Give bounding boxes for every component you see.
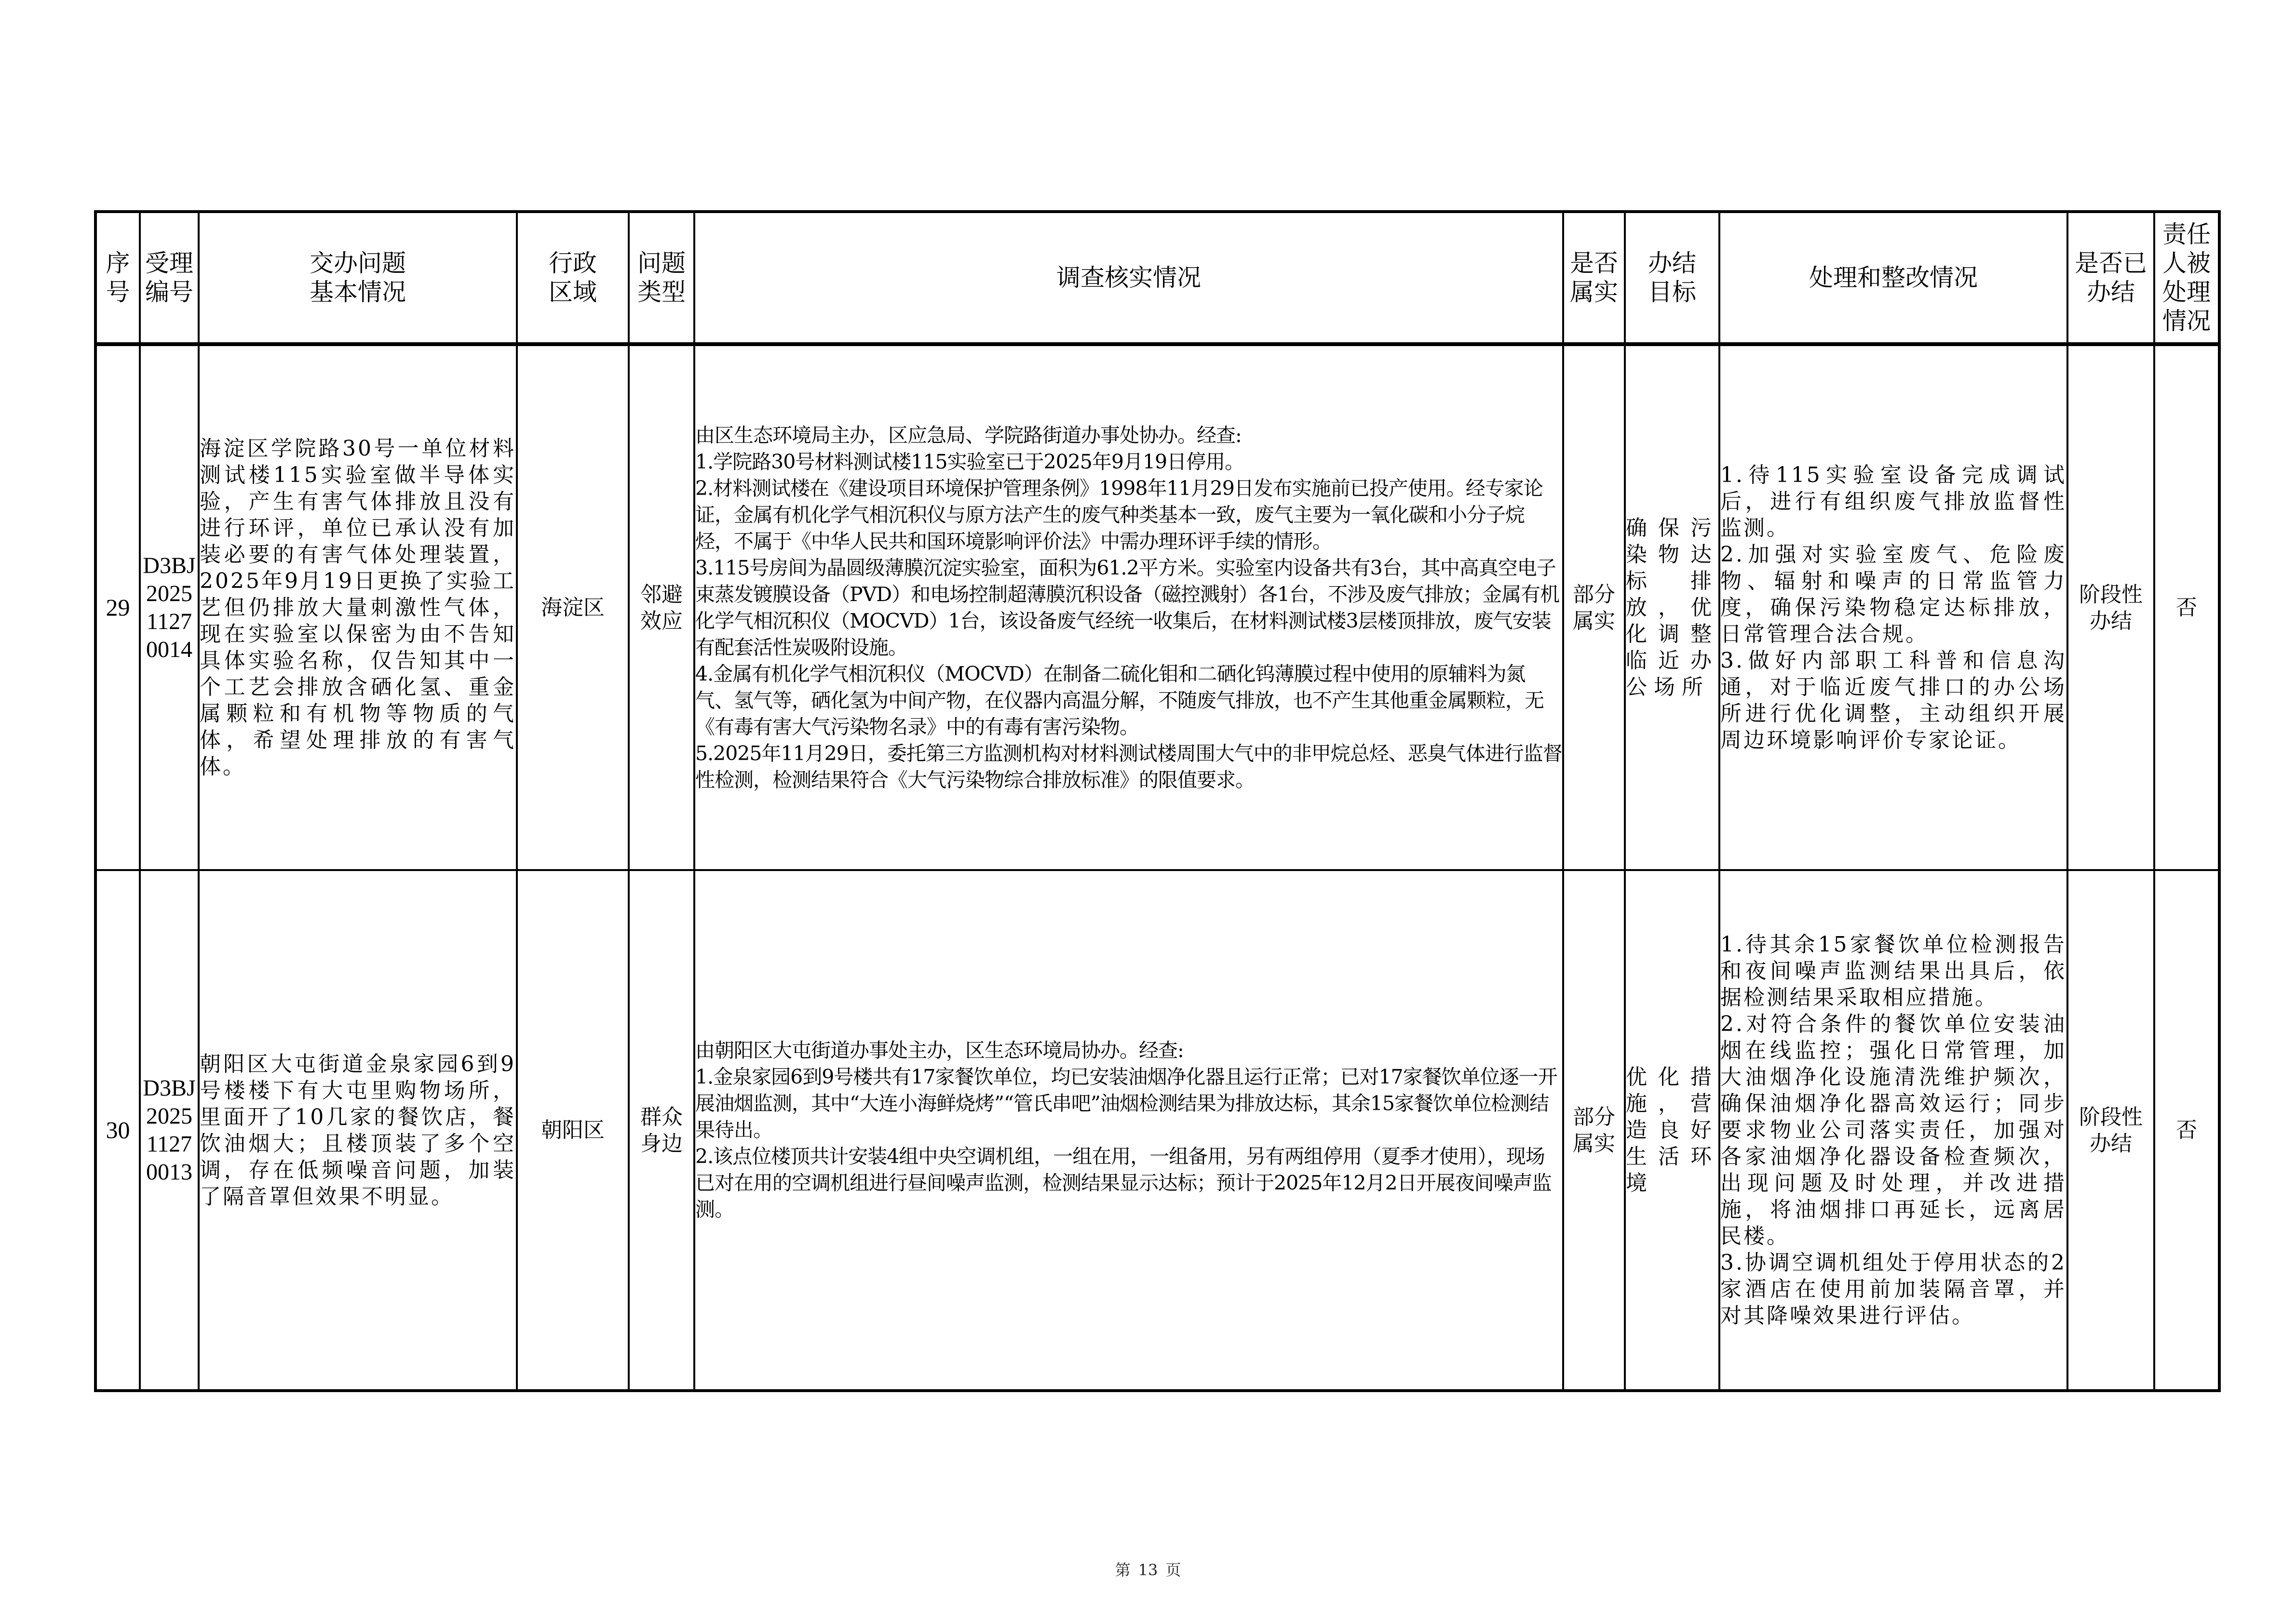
row-accountability: 否 xyxy=(2154,344,2219,870)
document-page xyxy=(94,210,2218,1392)
row-seq: 30 xyxy=(95,870,140,1391)
row-handling: 1.待其余15家餐饮单位检测报告和夜间噪声监测结果出具后，依据检测结果采取相应措施。 2.对符合条件的餐饮单位安装油烟在线监控；强化日常管理，加大油烟净化设施清洗维护频次，确保油烟净化器高效运行；同步要求物业公司落实责任，加强对各家油烟净化器设备检查频次，出现问题及时处理，并改进措施，将油烟排口再延长，远离居民楼。 3.协调空调机组处于停用状态的2家酒店在使用前加装隔音罩，并对其降噪效果进行评估。 xyxy=(1719,870,2067,1391)
row-code: D3BJ20251127 0013 xyxy=(140,870,199,1391)
header-verified: 是否 属实 xyxy=(1563,212,1625,344)
table-row xyxy=(95,344,2219,870)
row-investigation: 由区生态环境局主办，区应急局、学院路街道办事处协办。经查: 1.学院路30号材料测试楼115实验室已于2025年9月19日停用。 2.材料测试楼在《建设项目环境保护管理条例》1998年11月29日发布实施前已投产使用。经专家论证，金属有机化学气相沉积仪与原方法产生的废气种类基本一致，废气主要为一氧化碳和小分子烷烃，不属于《中华人民共和国环境影响评价法》中需办理环评手续的情形。 3.115号房间为晶圆级薄膜沉淀实验室，面积为61.2平方米。实验室内设备共有3台，其中高真空电子束蒸发镀膜设备（PVD）和电场控制超薄膜沉积设备（磁控溅射）各1台，不涉及废气排放；金属有机化学气相沉积仪（MOCVD）1台，该设备废气经统一收集后，在材料测试楼3层楼顶排放，废气安装有配套活性炭吸附设施。 4.金属有机化学气相沉积仪（MOCVD）在制备二硫化钼和二硒化钨薄膜过程中使用的原辅料为氮气、氢气等，硒化氢为中间产物，在仪器内高温分解，不随废气排放，也不产生其他重金属颗粒，无《有毒有害大气污染物名录》中的有毒有害污染物。 5.2025年11月29日，委托第三方监测机构对材料测试楼周围大气中的非甲烷总烃、恶臭气体进行监督性检测，检测结果符合《大气污染物综合排放标准》的限值要求。 xyxy=(694,344,1563,870)
row-closed: 阶段性办结 xyxy=(2067,870,2154,1391)
header-issue: 交办问题 基本情况 xyxy=(199,212,517,344)
row-verified: 部分属实 xyxy=(1563,344,1625,870)
row-investigation: 由朝阳区大屯街道办事处主办，区生态环境局协办。经查: 1.金泉家园6到9号楼共有17家餐饮单位，均已安装油烟净化器且运行正常；已对17家餐饮单位逐一开展油烟监测，其中“大连小海鲜烧烤”“管氏串吧”油烟检测结果为排放达标，其余15家餐饮单位检测结果待出。 2.该点位楼顶共计安装4组中央空调机组，一组在用，一组备用，另有两组停用（夏季才使用），现场已对在用的空调机组进行昼间噪声监测，检测结果显示达标；预计于2025年12月2日开展夜间噪声监测。 xyxy=(694,870,1563,1391)
header-seq: 序 号 xyxy=(95,212,140,344)
row-issue: 朝阳区大屯街道金泉家园6到9号楼楼下有大屯里购物场所，里面开了10几家的餐饮店，餐饮油烟大；且楼顶装了多个空调，存在低频噪音问题，加装了隔音罩但效果不明显。 xyxy=(199,870,517,1391)
header-handling: 处理和整改情况 xyxy=(1719,212,2067,344)
row-district: 朝阳区 xyxy=(517,870,629,1391)
row-issue: 海淀区学院路30号一单位材料测试楼115实验室做半导体实验，产生有害气体排放且没有进行环评，单位已承认没有加装必要的有害气体处理装置，2025年9月19日更换了实验工艺但仍排放大量刺激性气体，现在实验室以保密为由不告知具体实验名称，仅告知其中一个工艺会排放含硒化氢、重金属颗粒和有机物等物质的气体，希望处理排放的有害气体。 xyxy=(199,344,517,870)
row-handling: 1.待115实验室设备完成调试后，进行有组织废气排放监督性监测。 2.加强对实验室废气、危险废物、辐射和噪声的日常监管力度，确保污染物稳定达标排放，日常管理合法合规。 3.做好内部职工科普和信息沟通，对于临近废气排口的办公场所进行优化调整，主动组织开展周边环境影响评价专家论证。 xyxy=(1719,344,2067,870)
row-closed: 阶段性办结 xyxy=(2067,344,2154,870)
row-verified: 部分属实 xyxy=(1563,870,1625,1391)
page-number: 13 xyxy=(1138,1561,1158,1579)
page-footer xyxy=(0,1558,2296,1580)
row-code: D3BJ20251127 0014 xyxy=(140,344,199,870)
row-district: 海淀区 xyxy=(517,344,629,870)
row-target: 确保污染物达标排放，优化调整临近办公场所 xyxy=(1625,344,1719,870)
header-type: 问题 类型 xyxy=(629,212,694,344)
header-investigation: 调查核实情况 xyxy=(694,212,1563,344)
header-row xyxy=(95,212,2219,344)
header-code: 受理 编号 xyxy=(140,212,199,344)
row-accountability: 否 xyxy=(2154,870,2219,1391)
row-type: 邻避效应 xyxy=(629,344,694,870)
row-target: 优化措施，营造良好生活环境 xyxy=(1625,870,1719,1391)
header-target: 办结 目标 xyxy=(1625,212,1719,344)
header-accountability: 责任 人被 处理 情况 xyxy=(2154,212,2219,344)
complaint-handling-table xyxy=(94,210,2221,1392)
page-number-suffix: 页 xyxy=(1165,1561,1181,1579)
header-closed: 是否已 办结 xyxy=(2067,212,2154,344)
row-type: 群众身边 xyxy=(629,870,694,1391)
table-row xyxy=(95,870,2219,1391)
row-seq: 29 xyxy=(95,344,140,870)
page-number-prefix: 第 xyxy=(1115,1561,1131,1579)
header-district: 行政 区域 xyxy=(517,212,629,344)
